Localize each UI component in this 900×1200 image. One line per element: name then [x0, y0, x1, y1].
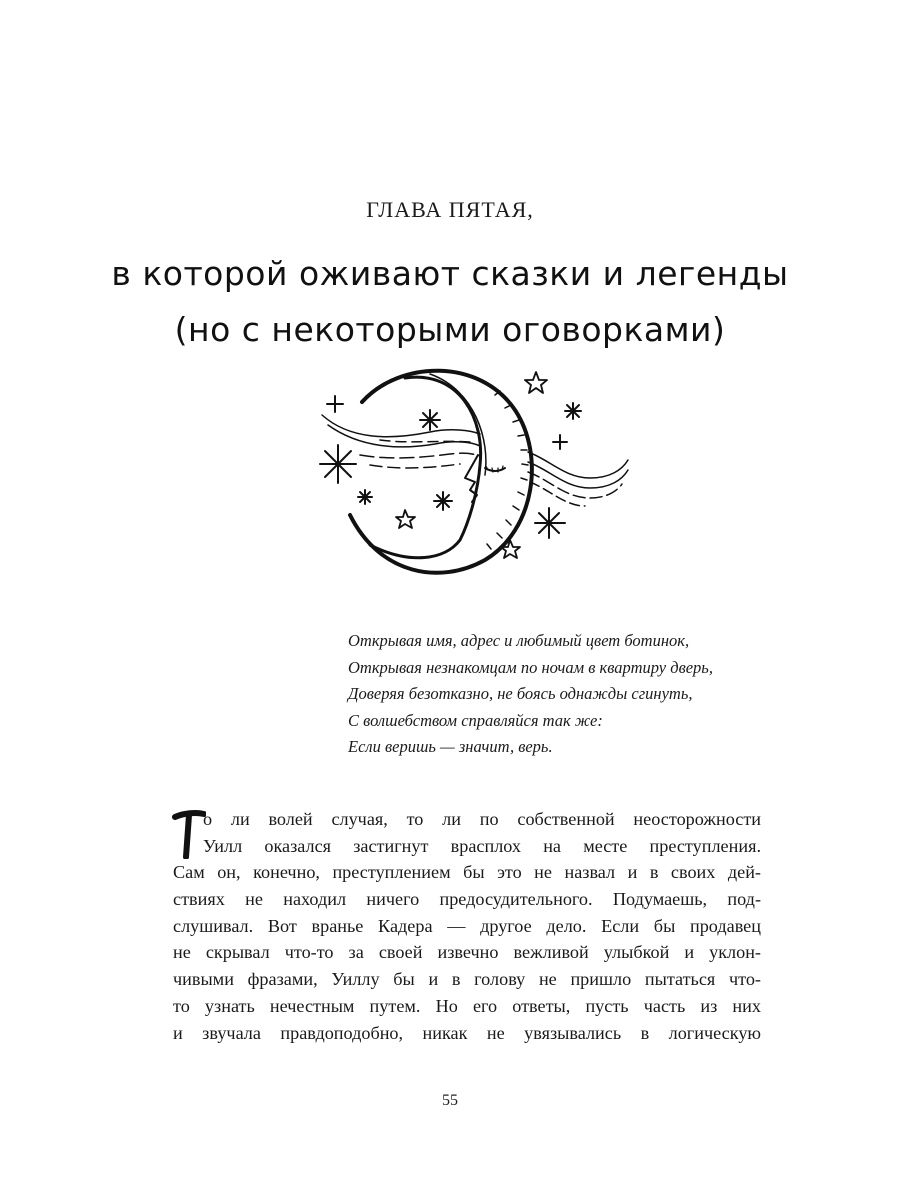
body-line: Уилл оказался застигнут врасплох на месте преступления. [203, 835, 761, 856]
body-line: и звучала правдоподобно, никак не увязывались в логическую [173, 1022, 761, 1043]
body-line: не скрывал что-то за своей извечно вежливой улыбкой и уклон- [173, 942, 761, 963]
chapter-subtitle-line: в которой оживают сказки и легенды [111, 254, 789, 293]
body-line: чивыми фразами, Уиллу бы и в голову не пришло пытаться что- [173, 969, 761, 990]
epigraph [348, 628, 768, 761]
body-line: Сам он, конечно, преступлением бы это не назвал и в своих дей- [173, 862, 761, 883]
epigraph-line: С волшебством справляйся так же: [348, 710, 603, 730]
body-paragraph [173, 806, 761, 1046]
chapter-label: ГЛАВА ПЯТАЯ, [366, 197, 534, 222]
epigraph-line: Если веришь — значит, верь. [348, 737, 553, 756]
body-line: о ли волей случая, то ли по собственной неосторожности [203, 809, 761, 829]
chapter-subtitle-line: (но с некоторыми оговорками) [174, 310, 726, 349]
epigraph-line: Открывая незнакомцам по ночам в квартиру дверь, [348, 657, 713, 677]
body-line: то узнать нечестным путем. Но его ответы, пусть часть из них [173, 995, 761, 1016]
crescent-moon-with-stars-icon [310, 360, 640, 580]
epigraph-line: Открывая имя, адрес и любимый цвет ботинок, [348, 631, 690, 650]
chapter-subtitle [0, 246, 900, 358]
epigraph-line: Доверяя безотказно, не боясь однажды сгинуть, [348, 684, 693, 703]
body-line: слушивал. Вот вранье Кадера — другое дело. Если бы продавец [173, 915, 761, 936]
page-number: 55 [442, 1092, 458, 1109]
body-line: ствиях не находил ничего предосудительного. Подумаешь, под- [173, 889, 761, 910]
